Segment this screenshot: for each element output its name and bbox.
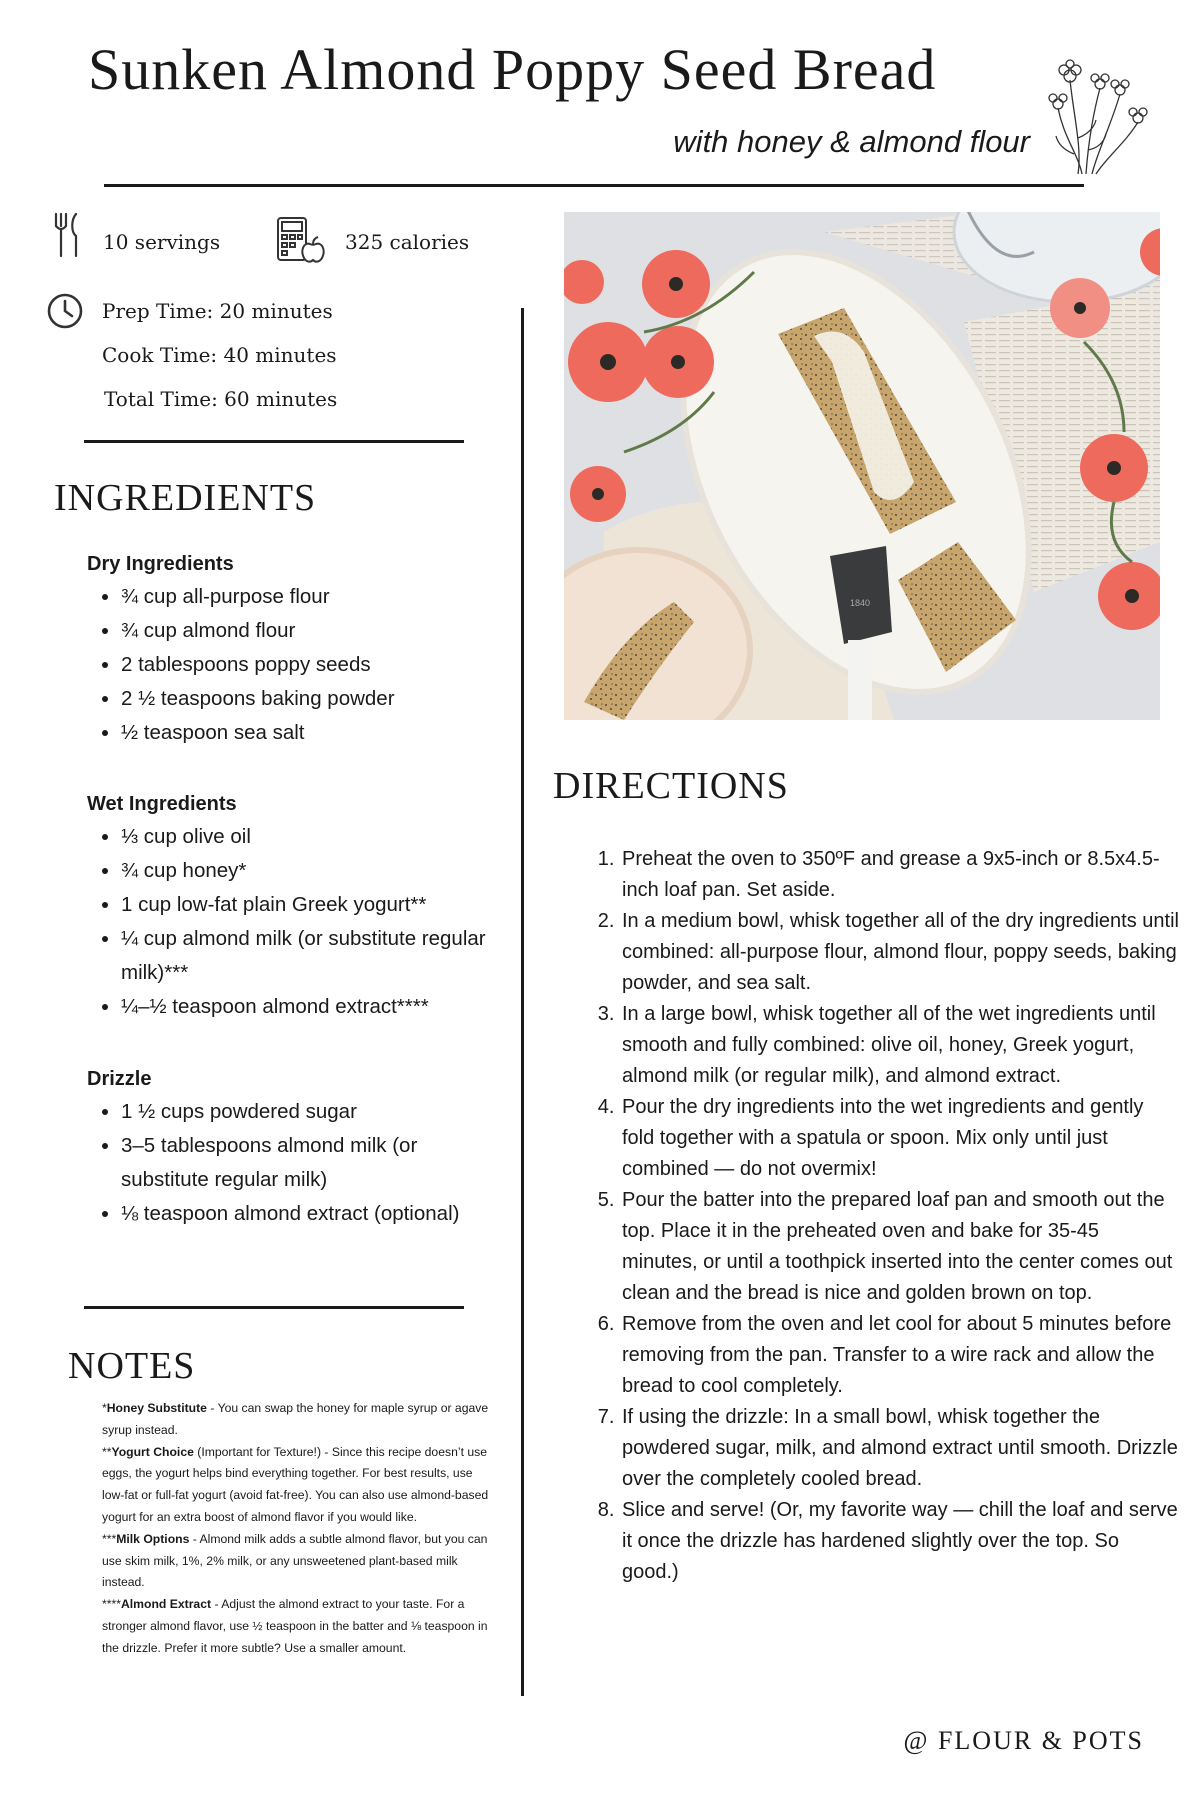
directions-list [596, 844, 1180, 1588]
direction-step: 3. In a large bowl, whisk together all of the wet ingredients until smooth and fully combined: olive oil, honey, Greek yogurt, almond milk (or regular milk), and almond extract. [620, 999, 1180, 1092]
list-item: • ¼–½ teaspoon almond extract**** [121, 990, 497, 1024]
ingredients-divider [84, 1306, 464, 1309]
list-item: • 1 cup low-fat plain Greek yogurt** [121, 888, 497, 922]
ingredients-heading: INGREDIENTS [54, 477, 317, 519]
list-item: • ⅓ cup olive oil [121, 820, 497, 854]
group-heading: Dry Ingredients [87, 553, 234, 575]
group-heading: Drizzle [87, 1068, 152, 1090]
ingredient-group-dry [87, 553, 497, 750]
direction-step: 7. If using the drizzle: In a small bowl, whisk together the powdered sugar, milk, and almond extract until smooth. Drizzle over the completely cooled bread. [620, 1402, 1180, 1495]
note-item: ***Milk Options - Almond milk adds a subtle almond flavor, but you can use skim milk, 1%, 2% milk, or any unsweetened plant-based milk instead. [102, 1531, 488, 1590]
direction-step: 4. Pour the dry ingredients into the wet ingredients and gently fold together with a spatula or spoon. Mix only until just combined — do not overmix! [620, 1092, 1180, 1185]
list-item: • ¾ cup almond flour [121, 614, 497, 648]
group-heading: Wet Ingredients [87, 793, 237, 815]
direction-step: 5. Pour the batter into the prepared loaf pan and smooth out the top. Place it in the preheated oven and bake for 35-45 minutes, or until a toothpick inserted into the center comes out clean and the bread is nice and golden brown on top. [620, 1185, 1180, 1309]
prep-time: Prep Time: 20 minutes [102, 299, 333, 323]
meta-divider [84, 440, 464, 443]
calculator-apple-icon [276, 216, 326, 269]
recipe-title: Sunken Almond Poppy Seed Bread [88, 37, 937, 102]
clock-icon [46, 292, 84, 335]
list-item: • ¼ cup almond milk (or substitute regular milk)*** [121, 922, 497, 990]
note-item: *Honey Substitute - You can swap the honey for maple syrup or agave syrup instead. [102, 1401, 489, 1437]
ingredient-group-wet [87, 793, 497, 1024]
note-item: **Yogurt Choice (Important for Texture!) - Since this recipe doesn’t use eggs, the yogurt helps bind everything together. For best results, use low-fat or full-fat yogurt (avoid fat-free). You can also use almond-based yogurt for an extra boost of almond flavor if you would like. [102, 1444, 489, 1524]
ingredient-group-drizzle [87, 1068, 497, 1231]
calories: 325 calories [345, 230, 470, 254]
total-time: Total Time: 60 minutes [104, 387, 338, 411]
footer-credit: @ FLOUR & POTS [903, 1726, 1144, 1755]
list-item: • 1 ½ cups powdered sugar [121, 1095, 497, 1129]
direction-step: 6. Remove from the oven and let cool for about 5 minutes before removing from the pan. Transfer to a wire rack and allow the bread to cool completely. [620, 1309, 1180, 1402]
flower-illustration [1048, 58, 1148, 181]
column-divider [521, 308, 524, 1696]
notes-heading: NOTES [68, 1345, 196, 1387]
list-item: • 2 tablespoons poppy seeds [121, 648, 497, 682]
servings: 10 servings [103, 230, 221, 254]
notes-body [102, 1398, 494, 1660]
list-item: • ¾ cup all-purpose flour [121, 580, 497, 614]
list-item: • ½ teaspoon sea salt [121, 716, 497, 750]
directions-heading: DIRECTIONS [553, 765, 789, 807]
title-divider [104, 184, 1084, 187]
list-item: • 3–5 tablespoons almond milk (or substitute regular milk) [121, 1129, 497, 1197]
fork-knife-icon [52, 212, 82, 263]
spatula-stamp: 1840 [849, 598, 871, 608]
direction-step: 2. In a medium bowl, whisk together all of the dry ingredients until combined: all-purpose flour, almond flour, poppy seeds, baking powder, and sea salt. [620, 906, 1180, 999]
list-item: • ⅛ teaspoon almond extract (optional) [121, 1197, 497, 1231]
note-item: ****Almond Extract - Adjust the almond extract to your taste. For a stronger almond flavor, use ½ teaspoon in the batter and ⅛ teaspoon in the drizzle. Prefer it more subtle? Use a smaller amount. [102, 1597, 488, 1655]
cook-time: Cook Time: 40 minutes [102, 343, 337, 367]
recipe-photo [564, 212, 1160, 720]
list-item: • 2 ½ teaspoons baking powder [121, 682, 497, 716]
list-item: • ¾ cup honey* [121, 854, 497, 888]
direction-step: 8. Slice and serve! (Or, my favorite way — chill the loaf and serve it once the drizzle has hardened slightly over the top. So good.) [620, 1495, 1180, 1588]
recipe-subtitle: with honey & almond flour [673, 124, 1030, 159]
direction-step: 1. Preheat the oven to 350ºF and grease a 9x5-inch or 8.5x4.5-inch loaf pan. Set aside. [620, 844, 1180, 906]
